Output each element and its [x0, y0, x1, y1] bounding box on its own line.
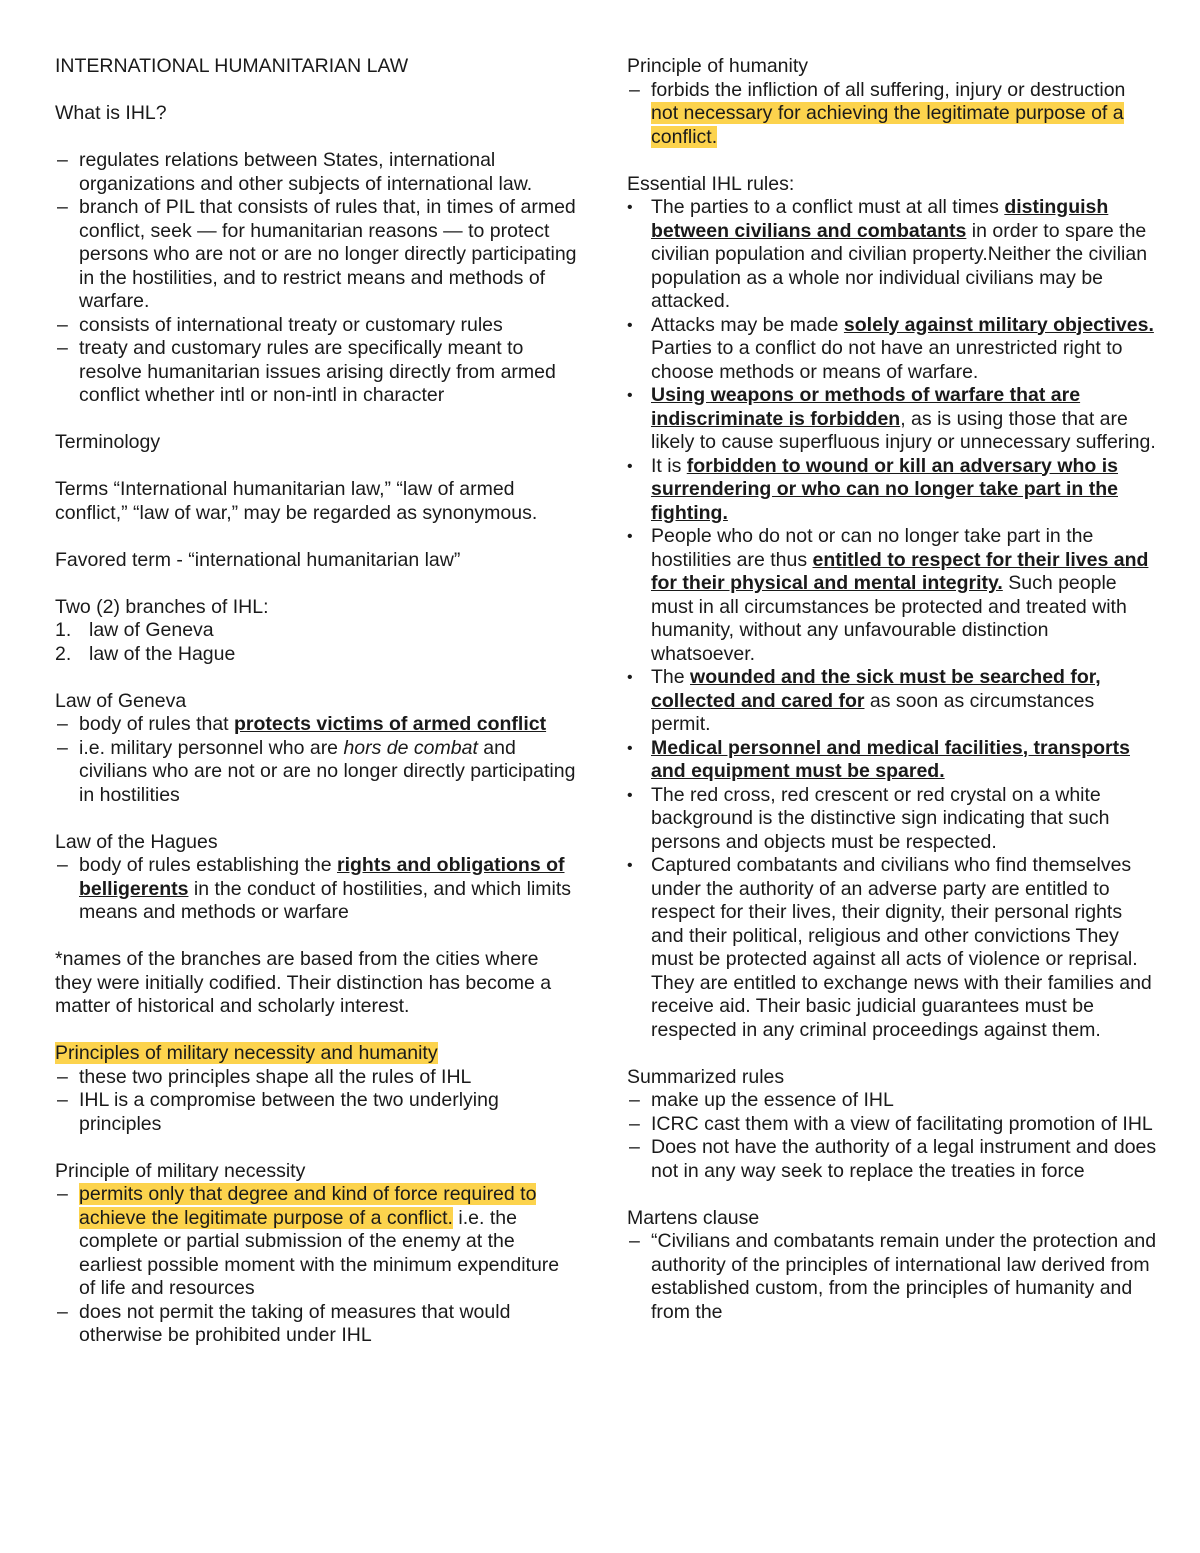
list-item: – branch of PIL that consists of rules that, in times of armed conflict, seek — for humanitarian reasons — to protect persons who are not or are no longer directly participating in the hostilities, and to restrict means and methods of warfare. — [57, 196, 577, 312]
list-item: – ICRC cast them with a view of facilitating promotion of IHL — [629, 1112, 1153, 1135]
rule-item: • Captured combatants and civilians who find themselves under the authority of an adverse party are entitled to respect for their lives, their dignity, their personal rights and their political, religious and other convictions They must be protected against all acts of violence or reprisal. They are entitled to exchange news with their families and receive aid. Their basic judicial guarantees must be respected in any criminal proceedings against them. — [627, 854, 1152, 1041]
dash-marker: – — [57, 713, 68, 735]
bullet-marker: • — [627, 669, 633, 686]
bullet-marker: • — [627, 199, 633, 216]
dash-marker: – — [57, 736, 68, 759]
list-item: – make up the essence of IHL — [629, 1089, 894, 1111]
page-title: INTERNATIONAL HUMANITARIAN LAW — [55, 55, 409, 77]
rule-item: • The parties to a conflict must at all times distinguish between civilians and combatants in order to spare the civilian population and civilian property.Neither the civilian population as a whole nor individual civilians may be attacked. — [627, 196, 1148, 312]
dash-marker: – — [57, 1089, 68, 1111]
terminology-text: Terms “International humanitarian law,” “law of armed conflict,” “law of war,” may be regarded as synonymous. — [55, 478, 538, 524]
summarized-heading: Summarized rules — [627, 1065, 785, 1088]
names-note: *names of the branches are based from the cities where they were initially codified. Their distinction has become a matter of historical and scholarly interest. — [55, 948, 552, 1017]
dash-marker: – — [57, 1183, 68, 1205]
rule-item: • Medical personnel and medical facilities, transports and equipment must be spared. — [627, 736, 1130, 782]
dash-marker: – — [57, 313, 68, 336]
list-item: – body of rules establishing the rights and obligations of belligerents in the conduct of hostilities, and which limits means and methods or warfare — [57, 854, 572, 923]
rule-item: • It is forbidden to wound or kill an adversary who is surrendering or who can no longer take part in the fighting. — [627, 454, 1118, 524]
list-item: – forbids the infliction of all suffering, injury or destruction not necessary for achieving the legitimate purpose of a conflict. — [629, 78, 1126, 148]
bullet-marker: • — [627, 387, 633, 404]
bullet-marker: • — [627, 457, 633, 475]
dash-marker: – — [57, 149, 68, 171]
terminology-heading: Terminology — [55, 431, 161, 453]
geneva-heading: Law of Geneva — [55, 689, 187, 712]
essential-heading: Essential IHL rules: — [627, 172, 795, 195]
list-item: – treaty and customary rules are specifically meant to resolve humanitarian issues arising directly from armed conflict whether intl or non-intl in character — [57, 337, 556, 406]
numbered-item: 1. law of Geneva — [55, 619, 214, 641]
dash-marker: – — [57, 854, 68, 876]
rule-item: • People who do not or can no longer take part in the hostilities are thus entitled to respect for their lives and for their physical and mental integrity. Such people must in all circumstances be protected and treated with humanity, without any unfavourable distinction whatsoever. — [627, 525, 1149, 665]
list-item: – “Civilians and combatants remain under the protection and authority of the principles of international law derived from established custom, from the principles of humanity and from the — [629, 1230, 1157, 1323]
rule-item: • Attacks may be made solely against military objectives. Parties to a conflict do not have an unrestricted right to choose methods or means of warfare. — [627, 313, 1154, 383]
rule-item: • Using weapons or methods of warfare that are indiscriminate is forbidden, as is using those that are likely to cause superfluous injury or unnecessary suffering. — [627, 384, 1156, 453]
dash-marker: – — [57, 1065, 68, 1088]
branches-heading: Two (2) branches of IHL: — [55, 595, 269, 618]
dash-marker: – — [629, 1089, 640, 1111]
list-item: – permits only that degree and kind of force required to achieve the legitimate purpose of a conflict. i.e. the complete or partial submission of the enemy at the earliest possible moment with the minimum expenditure of life and resources — [57, 1183, 560, 1299]
dash-marker: – — [629, 1230, 640, 1252]
principles-heading: Principles of military necessity and humanity — [55, 1042, 438, 1064]
dash-marker: – — [629, 1136, 640, 1158]
list-item: – regulates relations between States, international organizations and other subjects of international law. — [57, 149, 533, 195]
dash-marker: – — [57, 196, 68, 218]
hague-heading: Law of the Hagues — [55, 830, 218, 853]
numbered-item: 2. law of the Hague — [55, 642, 236, 665]
dash-marker: – — [629, 1112, 640, 1135]
list-item: – body of rules that protects victims of armed conflict — [57, 713, 547, 735]
list-item: – IHL is a compromise between the two underlying principles — [57, 1089, 499, 1135]
dash-marker: – — [57, 1300, 68, 1323]
rule-item: • The red cross, red crescent or red crystal on a white background is the distinctive sign indicating that such persons and objects must be respected. — [627, 783, 1110, 853]
list-item: – these two principles shape all the rules of IHL — [57, 1065, 472, 1088]
right-column — [627, 55, 1157, 1324]
bullet-marker: • — [627, 786, 633, 804]
list-item: – Does not have the authority of a legal instrument and does not in any way seek to replace the treaties in force — [629, 1136, 1157, 1182]
what-is-heading: What is IHL? — [55, 102, 167, 124]
dash-marker: – — [57, 337, 68, 359]
list-item: – does not permit the taking of measures that would otherwise be prohibited under IHL — [57, 1300, 511, 1346]
dash-marker: – — [629, 78, 640, 101]
humanity-heading: Principle of humanity — [627, 55, 809, 77]
list-item: – consists of international treaty or customary rules — [57, 313, 503, 336]
necessity-heading: Principle of military necessity — [55, 1159, 306, 1182]
bullet-marker: • — [627, 739, 633, 757]
rule-item: • The wounded and the sick must be searched for, collected and cared for as soon as circumstances permit. — [627, 666, 1101, 735]
martens-heading: Martens clause — [627, 1206, 760, 1229]
left-column — [55, 55, 580, 1348]
favored-term: Favored term - “international humanitarian law” — [55, 548, 461, 571]
bullet-marker: • — [627, 857, 633, 874]
bullet-marker: • — [627, 528, 633, 545]
list-item: – i.e. military personnel who are hors de combat and civilians who are not or are no longer directly participating in hostilities — [57, 736, 576, 806]
bullet-marker: • — [627, 316, 633, 334]
